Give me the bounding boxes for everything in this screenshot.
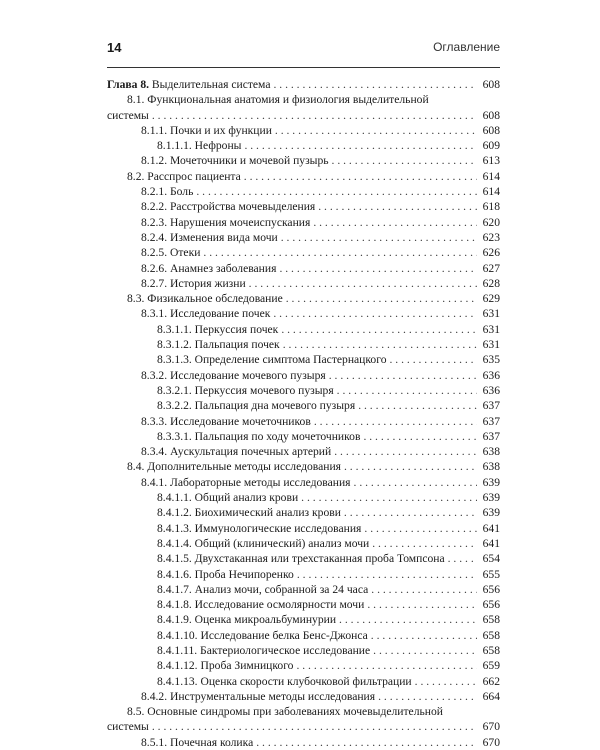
toc-entry[interactable] (107, 306, 500, 321)
toc-entry-title: 8.4.2. Инструментальные методы исследования (141, 689, 376, 703)
toc-entry-page: 658 (482, 628, 500, 642)
toc-entry-line2 (107, 108, 500, 123)
dot-leader (256, 735, 477, 750)
toc-entry-title: 8.2.4. Изменения вида мочи (141, 230, 278, 244)
toc-entry-page: 635 (482, 353, 500, 367)
toc-entry-page: 638 (482, 445, 500, 459)
toc-entry-page: 636 (482, 368, 500, 382)
toc-entry[interactable] (107, 199, 500, 214)
toc-entry[interactable] (107, 643, 500, 658)
toc-entry-title: 8.3.3.1. Пальпация по ходу мочеточников (157, 429, 361, 443)
dot-leader (371, 582, 477, 597)
dot-leader (314, 414, 477, 429)
dot-leader (203, 245, 477, 260)
toc-entry-page: 641 (482, 536, 500, 550)
chapter-title: Выделительная система (149, 78, 271, 91)
toc-entry-title: 8.5. Основные синдромы при заболеваниях мочевыделительной (127, 705, 443, 719)
toc-entry-title: 8.3.1.2. Пальпация почек (157, 338, 280, 352)
toc-entry[interactable] (107, 505, 500, 520)
toc-entry-page: 614 (482, 169, 500, 183)
toc-entry-title: 8.4.1.7. Анализ мочи, собранной за 24 часа (157, 582, 369, 596)
toc-entry-title: 8.3.2.2. Пальпация дна мочевого пузыря (157, 399, 356, 413)
toc-entry[interactable] (107, 291, 500, 306)
toc-entry[interactable] (107, 551, 500, 566)
toc-entry-page: 629 (482, 292, 500, 306)
toc-entry[interactable] (107, 597, 500, 612)
toc-entry-title: 8.2.3. Нарушения мочеиспускания (141, 215, 311, 229)
toc-entry-page: 637 (482, 429, 500, 443)
toc-entry-title: 8.3. Физикальное обследование (127, 292, 283, 306)
dot-leader (363, 429, 477, 444)
dot-leader (275, 123, 477, 138)
toc-entry-page: 637 (482, 414, 500, 428)
toc-entry-title (107, 77, 270, 92)
toc-entry-page: 608 (482, 78, 500, 91)
toc-entry-title-continued: системы (107, 720, 149, 734)
dot-leader (329, 368, 477, 383)
toc-entry[interactable] (107, 230, 500, 245)
toc-entry-title: 8.4.1.3. Иммунологические исследования (157, 521, 362, 535)
toc-entry-title: 8.3.1.3. Определение симптома Пастернацкого (157, 353, 387, 367)
toc-entry-page: 608 (482, 123, 500, 137)
dot-leader (339, 612, 477, 627)
dot-leader (244, 169, 477, 184)
toc-entry[interactable] (107, 414, 500, 429)
toc-entry-title: 8.1.1. Почки и их функции (141, 123, 272, 137)
toc-entry-title: 8.4.1.10. Исследование белка Бенс-Джонса (157, 628, 368, 642)
toc-entry-page: 641 (482, 521, 500, 535)
toc-entry-page: 639 (482, 475, 500, 489)
header-rule (107, 67, 500, 68)
dot-leader (152, 108, 477, 123)
toc-entry-title: 8.3.1. Исследование почек (141, 307, 271, 321)
toc-entry[interactable] (107, 77, 500, 92)
toc-entry-page: 620 (482, 215, 500, 229)
dot-leader (273, 306, 477, 321)
page-header (107, 40, 500, 60)
toc-entry-title: 8.4.1.5. Двухстаканная или трехстаканная проба Томпсона (157, 552, 445, 566)
toc-entry-page: 662 (482, 674, 500, 688)
toc-entry[interactable] (107, 536, 500, 551)
chapter-label: Глава 8. (107, 78, 150, 91)
toc-entry-title: 8.3.2.1. Перкуссия мочевого пузыря (157, 383, 334, 397)
toc-entry[interactable] (107, 429, 500, 444)
toc-entry-title: 8.2.1. Боль (141, 185, 194, 199)
toc-entry-page: 636 (482, 383, 500, 397)
toc-entry-title: 8.3.4. Аускультация почечных артерий (141, 445, 332, 459)
toc-entry-title-continued: системы (107, 108, 149, 122)
toc-entry-page: 618 (482, 200, 500, 214)
toc-entry[interactable] (107, 245, 500, 260)
dot-leader (334, 444, 477, 459)
toc-entry-page: 670 (482, 720, 500, 734)
toc-entry-page: 609 (482, 139, 500, 153)
toc-entry[interactable] (107, 92, 500, 123)
dot-leader (244, 138, 477, 153)
toc-entry[interactable] (107, 490, 500, 505)
toc-entry-page: 658 (482, 643, 500, 657)
toc-entry-title: 8.4.1.9. Оценка микроальбуминурии (157, 613, 337, 627)
toc-entry[interactable] (107, 138, 500, 153)
dot-leader (279, 261, 477, 276)
toc-entry-title: 8.4.1.2. Биохимический анализ крови (157, 506, 341, 520)
toc-entry-title: 8.4.1.1. Общий анализ крови (157, 491, 299, 505)
page-number: 14 (107, 40, 122, 55)
toc-entry-page: 631 (482, 338, 500, 352)
toc-entry[interactable] (107, 704, 500, 735)
toc-entry-title: 8.4.1. Лабораторные методы исследования (141, 475, 351, 489)
toc-entry-page: 639 (482, 491, 500, 505)
toc-entry-title: 8.2. Расспрос пациента (127, 169, 241, 183)
dot-leader (297, 567, 477, 582)
toc-entry[interactable] (107, 169, 500, 184)
toc-entry[interactable] (107, 261, 500, 276)
toc-entry-page: 631 (482, 307, 500, 321)
dot-leader (296, 658, 477, 673)
dot-leader (249, 276, 477, 291)
dot-leader (318, 199, 477, 214)
toc-entry-page: 664 (482, 689, 500, 703)
toc-entry-title: 8.1. Функциональная анатомия и физиология выделительной (127, 93, 429, 107)
toc-entry-page: 623 (482, 230, 500, 244)
table-of-contents (107, 77, 500, 750)
toc-entry[interactable] (107, 368, 500, 383)
toc-entry-title: 8.4.1.13. Оценка скорости клубочковой фильтрации (157, 674, 412, 688)
toc-entry-page: 658 (482, 613, 500, 627)
toc-entry-page: 626 (482, 246, 500, 260)
dot-leader (364, 521, 477, 536)
toc-entry[interactable] (107, 567, 500, 582)
dot-leader (358, 398, 477, 413)
toc-entry-title: 8.2.2. Расстройства мочевыделения (141, 200, 316, 214)
toc-entry-page: 613 (482, 154, 500, 168)
toc-entry-title: 8.3.2. Исследование мочевого пузыря (141, 368, 326, 382)
dot-leader (371, 628, 477, 643)
toc-entry-title: 8.2.6. Анамнез заболевания (141, 261, 277, 275)
toc-entry-title: 8.1.2. Мочеточники и мочевой пузырь (141, 154, 329, 168)
toc-entry[interactable] (107, 582, 500, 597)
toc-entry[interactable] (107, 674, 500, 689)
toc-entry[interactable] (107, 352, 500, 367)
toc-entry-page: 637 (482, 399, 500, 413)
dot-leader (281, 230, 477, 245)
toc-entry-page: 614 (482, 185, 500, 199)
toc-entry-title: 8.3.1.1. Перкуссия почек (157, 322, 279, 336)
toc-entry[interactable] (107, 689, 500, 704)
toc-entry-page: 670 (482, 735, 500, 749)
dot-leader (373, 643, 477, 658)
toc-entry[interactable] (107, 628, 500, 643)
dot-leader (448, 551, 477, 566)
dot-leader (301, 490, 477, 505)
toc-entry[interactable] (107, 322, 500, 337)
toc-entry-page: 659 (482, 659, 500, 673)
dot-leader (283, 337, 477, 352)
toc-entry-title: 8.2.5. Отеки (141, 246, 201, 260)
toc-entry-title: 8.2.7. История жизни (141, 276, 246, 290)
toc-entry[interactable] (107, 123, 500, 138)
toc-entry[interactable] (107, 459, 500, 474)
toc-entry[interactable] (107, 612, 500, 627)
toc-entry-page: 655 (482, 567, 500, 581)
toc-entry-page: 628 (482, 276, 500, 290)
toc-entry-page: 627 (482, 261, 500, 275)
toc-entry[interactable] (107, 276, 500, 291)
toc-entry-title: 8.4. Дополнительные методы исследования (127, 460, 341, 474)
toc-entry-title: 8.4.1.8. Исследование осмолярности мочи (157, 598, 365, 612)
toc-entry-page: 608 (482, 108, 500, 122)
toc-entry[interactable] (107, 153, 500, 168)
toc-entry[interactable] (107, 521, 500, 536)
toc-entry-page: 639 (482, 506, 500, 520)
dot-leader (286, 291, 477, 306)
dot-leader (415, 674, 477, 689)
dot-leader (152, 719, 477, 734)
toc-entry-title: 8.4.1.11. Бактериологическое исследование (157, 643, 371, 657)
dot-leader (273, 77, 477, 92)
toc-entry-title: 8.1.1.1. Нефроны (157, 139, 242, 153)
toc-entry-page: 656 (482, 598, 500, 612)
toc-entry[interactable] (107, 398, 500, 413)
toc-entry-title: 8.4.1.4. Общий (клинический) анализ мочи (157, 536, 370, 550)
dot-leader (367, 597, 477, 612)
toc-entry-page: 656 (482, 582, 500, 596)
dot-leader (354, 475, 477, 490)
toc-entry[interactable] (107, 383, 500, 398)
toc-entry[interactable] (107, 444, 500, 459)
toc-entry[interactable] (107, 184, 500, 199)
running-head: Оглавление (433, 40, 500, 54)
toc-entry[interactable] (107, 735, 500, 750)
dot-leader (313, 215, 477, 230)
toc-entry-line2 (107, 719, 500, 734)
toc-entry-title: 8.4.1.6. Проба Нечипоренко (157, 567, 294, 581)
toc-entry[interactable] (107, 475, 500, 490)
dot-leader (390, 352, 478, 367)
dot-leader (344, 505, 477, 520)
toc-entry[interactable] (107, 658, 500, 673)
toc-entry-title: 8.4.1.12. Проба Зимницкого (157, 659, 294, 673)
toc-entry-title: 8.5.1. Почечная колика (141, 735, 254, 749)
toc-entry-page: 638 (482, 460, 500, 474)
dot-leader (344, 459, 477, 474)
dot-leader (196, 184, 477, 199)
toc-entry-page: 654 (482, 552, 500, 566)
toc-entry-page: 631 (482, 322, 500, 336)
toc-entry[interactable] (107, 337, 500, 352)
dot-leader (281, 322, 477, 337)
toc-entry[interactable] (107, 215, 500, 230)
dot-leader (372, 536, 477, 551)
dot-leader (337, 383, 477, 398)
dot-leader (378, 689, 477, 704)
dot-leader (332, 153, 477, 168)
toc-entry-title: 8.3.3. Исследование мочеточников (141, 414, 311, 428)
